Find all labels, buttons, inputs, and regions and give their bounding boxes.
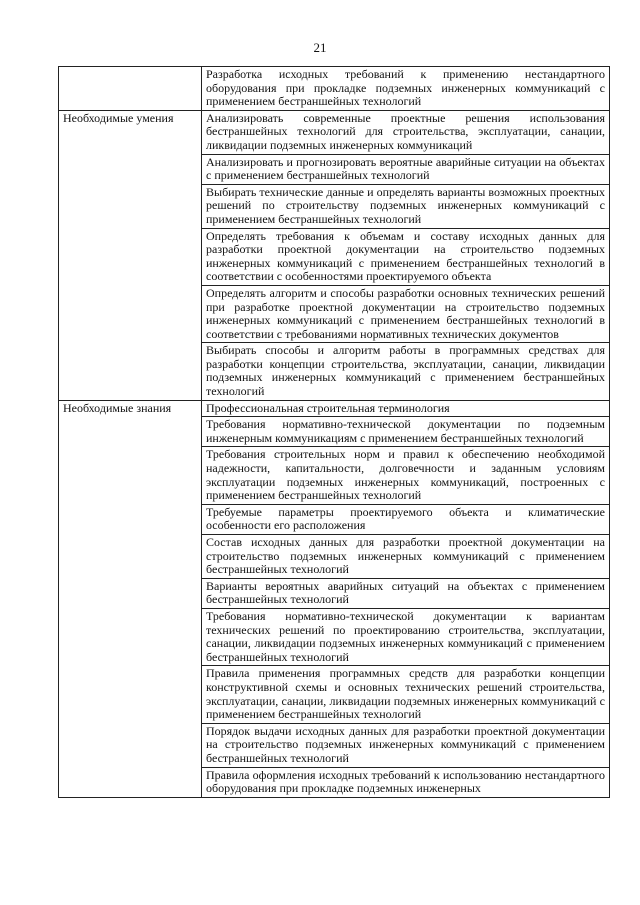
row-text: Требуемые параметры проектируемого объекта и климатические особенности его расположения: [202, 504, 610, 534]
row-text: Профессиональная строительная терминология: [202, 400, 610, 417]
requirements-table: [58, 66, 610, 798]
table-row: [59, 400, 610, 417]
row-text: Выбирать способы и алгоритм работы в программных средствах для разработки концепции строительства, эксплуатации, санации, ликвидации подземных инженерных коммуникаций с применением бестраншейных технологий: [202, 343, 610, 400]
row-text: Варианты вероятных аварийных ситуаций на объектах с применением бестраншейных технологий: [202, 578, 610, 608]
row-text: Порядок выдачи исходных данных для разработки проектной документации на строительство подземных инженерных коммуникаций с применением бестраншейных технологий: [202, 723, 610, 767]
row-text: Разработка исходных требований к применению нестандартного оборудования при прокладке подземных инженерных коммуникаций с применением бестраншейных технологий: [202, 67, 610, 111]
page-number: 21: [313, 40, 327, 55]
row-text: Правила оформления исходных требований к использованию нестандартного оборудования при прокладке подземных инженерных: [202, 767, 610, 797]
row-text: Требования нормативно-технической документации к вариантам технических решений по проектированию строительства, эксплуатации, санации, ликвидации подземных инженерных коммуникаций с применением бестраншейных технологий: [202, 608, 610, 665]
row-label: [59, 67, 202, 111]
row-text: Определять требования к объемам и составу исходных данных для разработки проектной документации на строительство подземных инженерных коммуникаций с применением бестраншейных технологий в соответствии с особенностями проектируемого объекта: [202, 228, 610, 285]
row-text: Требования нормативно-технической документации по подземным инженерным коммуникациям с применением бестраншейных технологий: [202, 417, 610, 447]
row-text: Правила применения программных средств для разработки концепции конструктивной схемы и основных технических решений строительства, эксплуатации, санации, ликвидации подземных инженерных коммуникаций с применением бестраншейных технологий: [202, 666, 610, 723]
row-text: Требования строительных норм и правил к обеспечению необходимой надежности, капитальности, долговечности и заданным условиям эксплуатации подземных инженерных коммуникаций, построенных с применением бестраншейных технологий: [202, 447, 610, 504]
table-row: [59, 110, 610, 154]
table-row: [59, 67, 610, 111]
row-text: Анализировать и прогнозировать вероятные аварийные ситуации на объектах с применением бестраншейных технологий: [202, 154, 610, 184]
row-text: Выбирать технические данные и определять варианты возможных проектных решений по строительству подземных инженерных коммуникаций с применением бестраншейных технологий: [202, 184, 610, 228]
row-text: Анализировать современные проектные решения использования бестраншейных технологий для строительства, эксплуатации, санации, ликвидации подземных инженерных коммуникаций: [202, 110, 610, 154]
row-label: Необходимые умения: [59, 110, 202, 400]
row-text: Состав исходных данных для разработки проектной документации на строительство подземных инженерных коммуникаций с применением бестраншейных технологий: [202, 535, 610, 579]
row-text: Определять алгоритм и способы разработки основных технических решений при разработке проектной документации на строительство подземных инженерных коммуникаций с применением бестраншейных технологий в соответствии с требованиями нормативных технических документов: [202, 285, 610, 342]
row-label: Необходимые знания: [59, 400, 202, 797]
